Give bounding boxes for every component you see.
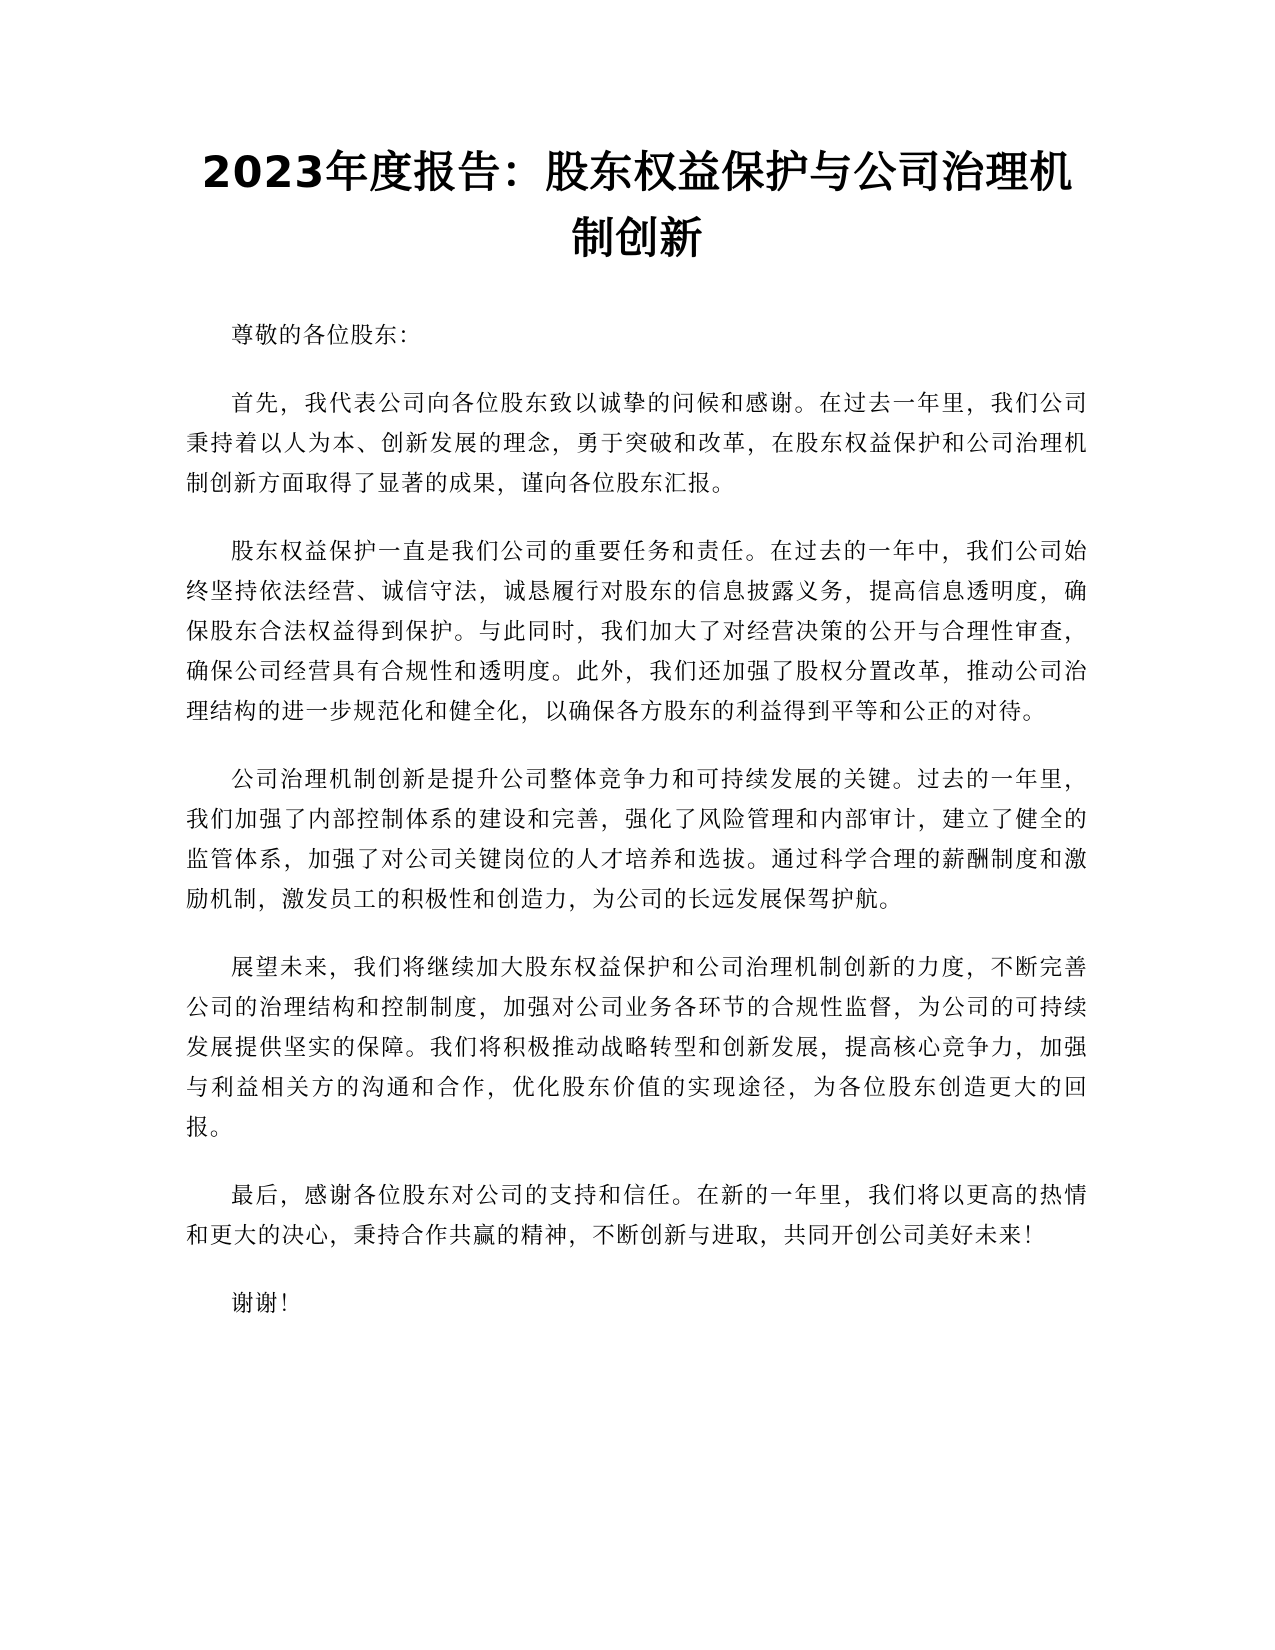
closing: 谢谢！	[231, 1291, 303, 1317]
paragraph: 首先，我代表公司向各位股东致以诚挚的问候和感谢。在过去一年里，我们公司秉持着以人为本、创新发展的理念，勇于突破和改革，在股东权益保护和公司治理机制创新方面取得了显著的成果，谨向各位股东汇报。	[186, 391, 1088, 497]
paragraph: 最后，感谢各位股东对公司的支持和信任。在新的一年里，我们将以更高的热情和更大的决心，秉持合作共赢的精神，不断创新与进取，共同开创公司美好未来！	[186, 1183, 1088, 1249]
paragraph: 展望未来，我们将继续加大股东权益保护和公司治理机制创新的力度，不断完善公司的治理结构和控制制度，加强对公司业务各环节的合规性监督，为公司的可持续发展提供坚实的保障。我们将积极推动战略转型和创新发展，提高核心竞争力，加强与利益相关方的沟通和合作，优化股东价值的实现途径，为各位股东创造更大的回报。	[186, 955, 1088, 1141]
document-body	[186, 316, 1088, 1352]
salutation: 尊敬的各位股东：	[231, 323, 423, 349]
paragraph: 公司治理机制创新是提升公司整体竞争力和可持续发展的关键。过去的一年里，我们加强了内部控制体系的建设和完善，强化了风险管理和内部审计，建立了健全的监管体系，加强了对公司关键岗位的人才培养和选拔。通过科学合理的薪酬制度和激励机制，激发员工的积极性和创造力，为公司的长远发展保驾护航。	[186, 767, 1088, 913]
document-title: 2023年度报告：股东权益保护与公司治理机制创新	[201, 148, 1074, 264]
paragraph: 股东权益保护一直是我们公司的重要任务和责任。在过去的一年中，我们公司始终坚持依法经营、诚信守法，诚恳履行对股东的信息披露义务，提高信息透明度，确保股东合法权益得到保护。与此同时，我们加大了对经营决策的公开与合理性审查，确保公司经营具有合规性和透明度。此外，我们还加强了股权分置改革，推动公司治理结构的进一步规范化和健全化，以确保各方股东的利益得到平等和公正的对待。	[186, 539, 1088, 725]
